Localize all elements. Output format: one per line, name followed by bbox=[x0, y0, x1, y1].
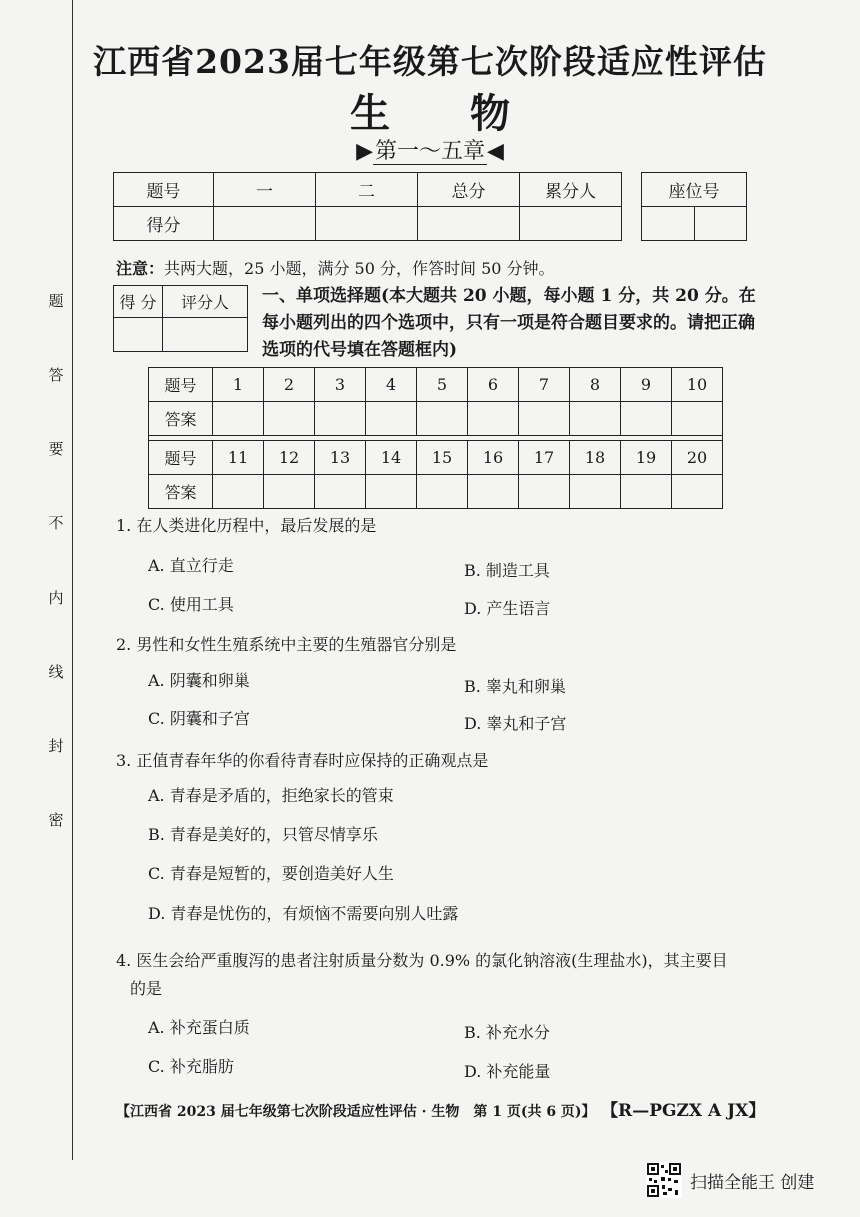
option: A. 青春是矛盾的，拒绝家长的管束 bbox=[148, 786, 394, 805]
section-1-instructions: 一、单项选择题(本大题共 20 小题，每小题 1 分，共 20 分。在每小题列出的四个选项中，只有一项是符合题目要求的。请把正确选项的代号填在答题框内) bbox=[262, 286, 756, 360]
binding-char: 要 bbox=[48, 440, 64, 459]
question-stem: 4. 医生会给严重腹泻的患者注射质量分数为 0.9% 的氯化钠溶液(生理盐水)，其主要目 bbox=[116, 951, 728, 970]
binding-char: 线 bbox=[48, 662, 64, 681]
binding-char: 封 bbox=[48, 736, 64, 755]
score-header: 累分人 bbox=[520, 173, 622, 207]
grader-name-label: 评分人 bbox=[163, 286, 248, 318]
answer-num: 20 bbox=[672, 441, 723, 475]
subject-title: 生物 bbox=[350, 90, 590, 137]
answer-row-label: 答案 bbox=[149, 402, 213, 436]
grader-box bbox=[113, 285, 248, 352]
paper-code: 【R—PGZX A JX】 bbox=[609, 1101, 766, 1121]
answer-cell[interactable] bbox=[315, 402, 366, 436]
answer-cell[interactable] bbox=[213, 402, 264, 436]
scanner-watermark bbox=[646, 1162, 814, 1198]
answer-cell[interactable] bbox=[417, 402, 468, 436]
answer-num: 17 bbox=[519, 441, 570, 475]
binding-char: 题 bbox=[48, 292, 64, 310]
binding-char: 内 bbox=[48, 588, 64, 607]
answer-num: 4 bbox=[366, 368, 417, 402]
answer-cell[interactable] bbox=[468, 402, 519, 436]
footer-text: 【江西省 2023 届七年级第七次阶段适应性评估 · 生物 第 1 页(共 6 页)】 bbox=[116, 1104, 596, 1120]
seat-cell[interactable] bbox=[642, 207, 695, 241]
answer-cell[interactable] bbox=[366, 475, 417, 509]
seat-table bbox=[641, 172, 747, 241]
question-stem: 2. 男性和女性生殖系统中主要的生殖器官分别是 bbox=[116, 635, 457, 654]
question-stem-continued: 的是 bbox=[130, 979, 163, 998]
option: C. 补充脂肪 bbox=[148, 1057, 234, 1076]
answer-num: 9 bbox=[621, 368, 672, 402]
binding-warning bbox=[44, 290, 68, 830]
option: D. 补充能量 bbox=[464, 1062, 551, 1081]
answer-num: 5 bbox=[417, 368, 468, 402]
option: B. 青春是美好的，只管尽情享乐 bbox=[148, 825, 378, 844]
answer-num-label: 题号 bbox=[149, 368, 213, 402]
score-table bbox=[113, 172, 622, 241]
answer-num: 15 bbox=[417, 441, 468, 475]
seat-cell[interactable] bbox=[694, 207, 747, 241]
answer-num: 18 bbox=[570, 441, 621, 475]
answer-num: 13 bbox=[315, 441, 366, 475]
option: C. 阴囊和子宫 bbox=[148, 709, 250, 728]
notice-text: 共两大题，25 小题，满分 50 分，作答时间 50 分钟。 bbox=[164, 259, 555, 278]
answer-num: 8 bbox=[570, 368, 621, 402]
answer-num: 12 bbox=[264, 441, 315, 475]
option: A. 阴囊和卵巢 bbox=[148, 671, 250, 690]
notice bbox=[116, 256, 555, 279]
binding-char: 答 bbox=[48, 366, 64, 385]
score-cell[interactable] bbox=[418, 207, 520, 241]
grader-name-cell[interactable] bbox=[163, 318, 248, 352]
answer-cell[interactable] bbox=[672, 475, 723, 509]
chapter-range bbox=[0, 134, 860, 165]
answer-cell[interactable] bbox=[417, 475, 468, 509]
answer-cell[interactable] bbox=[315, 475, 366, 509]
answer-num-label: 题号 bbox=[149, 441, 213, 475]
binding-char: 密 bbox=[48, 810, 64, 829]
answer-table bbox=[148, 367, 723, 509]
option: D. 睾丸和子宫 bbox=[464, 714, 567, 733]
answer-num: 3 bbox=[315, 368, 366, 402]
answer-cell[interactable] bbox=[468, 475, 519, 509]
answer-num: 6 bbox=[468, 368, 519, 402]
question-stem: 3. 正值青春年华的你看待青春时应保持的正确观点是 bbox=[116, 751, 489, 770]
chapter-label: 第一～五章 bbox=[374, 139, 485, 164]
answer-cell[interactable] bbox=[570, 475, 621, 509]
answer-num: 11 bbox=[213, 441, 264, 475]
score-header: 二 bbox=[316, 173, 418, 207]
answer-cell[interactable] bbox=[672, 402, 723, 436]
answer-cell[interactable] bbox=[264, 475, 315, 509]
score-cell[interactable] bbox=[520, 207, 622, 241]
answer-num: 14 bbox=[366, 441, 417, 475]
option: D. 青春是忧伤的，有烦恼不需要向别人吐露 bbox=[148, 904, 459, 923]
option: B. 补充水分 bbox=[464, 1023, 550, 1042]
answer-cell[interactable] bbox=[366, 402, 417, 436]
question-stem: 1. 在人类进化历程中，最后发展的是 bbox=[116, 516, 377, 535]
answer-num: 2 bbox=[264, 368, 315, 402]
option: B. 睾丸和卵巢 bbox=[464, 677, 566, 696]
scanner-text: 扫描全能王 创建 bbox=[690, 1172, 815, 1193]
answer-cell[interactable] bbox=[264, 402, 315, 436]
page-footer bbox=[116, 1096, 765, 1121]
answer-cell[interactable] bbox=[570, 402, 621, 436]
seat-label: 座位号 bbox=[642, 173, 747, 207]
answer-num: 1 bbox=[213, 368, 264, 402]
answer-cell[interactable] bbox=[519, 475, 570, 509]
grader-score-cell[interactable] bbox=[114, 318, 163, 352]
option: C. 青春是短暂的，要创造美好人生 bbox=[148, 864, 394, 883]
answer-cell[interactable] bbox=[621, 402, 672, 436]
option: C. 使用工具 bbox=[148, 595, 234, 614]
binding-char: 不 bbox=[48, 514, 64, 533]
score-header: 题号 bbox=[114, 173, 214, 207]
option: A. 直立行走 bbox=[148, 556, 234, 575]
answer-cell[interactable] bbox=[213, 475, 264, 509]
answer-num: 10 bbox=[672, 368, 723, 402]
answer-cell[interactable] bbox=[519, 402, 570, 436]
answer-cell[interactable] bbox=[621, 475, 672, 509]
binding-line bbox=[72, 0, 73, 1160]
option: A. 补充蛋白质 bbox=[148, 1018, 250, 1037]
score-cell[interactable] bbox=[316, 207, 418, 241]
answer-row-label: 答案 bbox=[149, 475, 213, 509]
grader-score-label: 得 分 bbox=[114, 286, 163, 318]
score-header: 总分 bbox=[418, 173, 520, 207]
answer-num: 7 bbox=[519, 368, 570, 402]
score-cell[interactable] bbox=[214, 207, 316, 241]
option: B. 制造工具 bbox=[464, 561, 550, 580]
notice-label: 注意： bbox=[116, 259, 165, 278]
score-header: 一 bbox=[214, 173, 316, 207]
score-row-label: 得分 bbox=[114, 207, 214, 241]
answer-num: 16 bbox=[468, 441, 519, 475]
option: D. 产生语言 bbox=[464, 599, 551, 618]
qr-code-icon bbox=[646, 1162, 682, 1198]
exam-title: 江西省2023届七年级第七次阶段适应性评估 bbox=[93, 42, 767, 81]
answer-num: 19 bbox=[621, 441, 672, 475]
triangle-right-icon: ▶ bbox=[356, 139, 373, 164]
triangle-left-icon: ◀ bbox=[487, 139, 504, 164]
